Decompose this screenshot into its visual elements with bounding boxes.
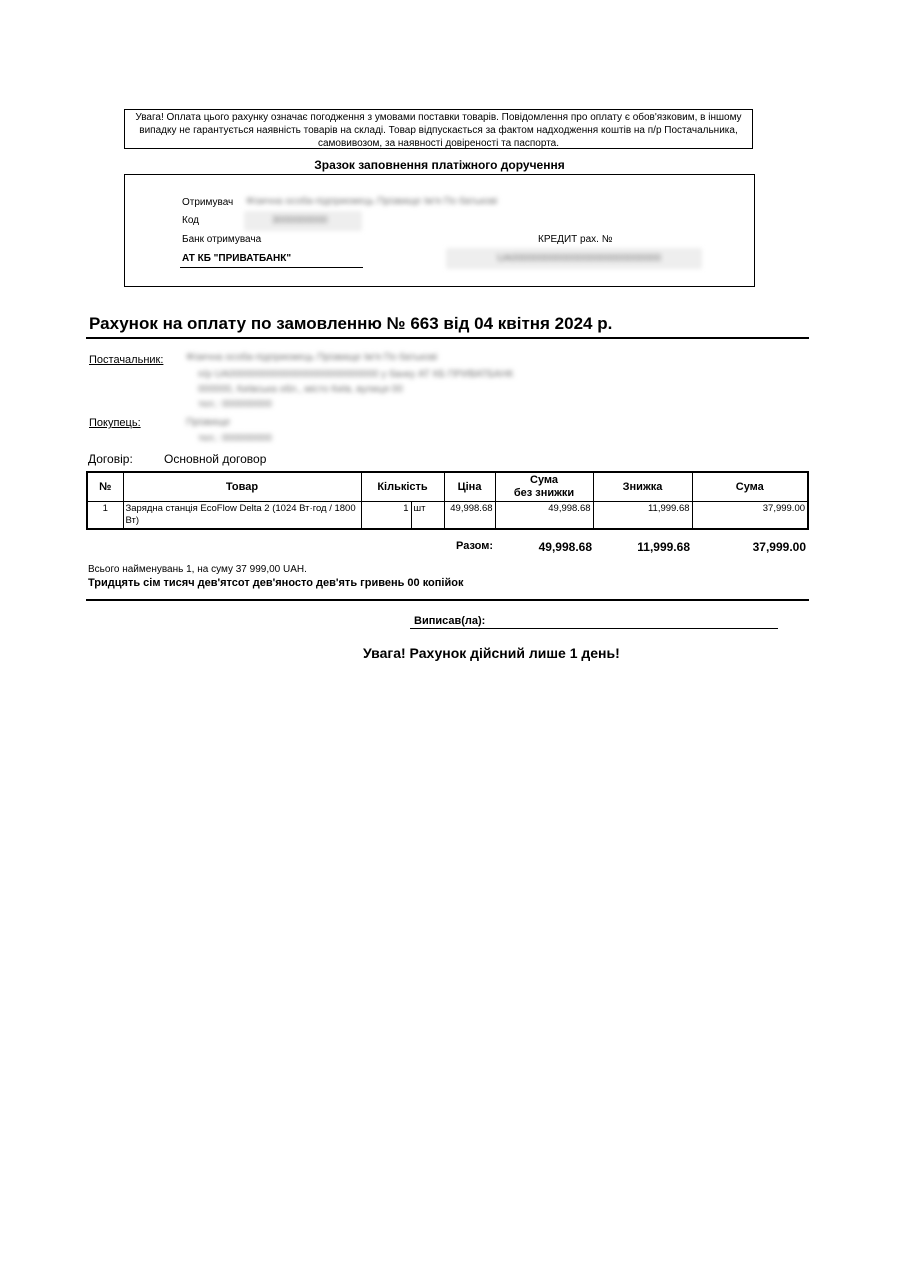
total-sum: 37,999.00 — [752, 540, 806, 554]
supplier-line-2: п/р UA000000000000000000000000000 у банку АТ КБ ПРИВАТБАНК — [198, 369, 514, 380]
payment-sample-title: Зразок заповнення платіжного доручення — [314, 158, 565, 172]
row-product-name: Зарядна станція EcoFlow Delta 2 (1024 Вт·год / 1800 Вт) — [123, 502, 361, 530]
header-sum-line-1: Сума — [530, 474, 559, 486]
bank-underline — [180, 267, 363, 268]
row-number: 1 — [87, 502, 123, 530]
header-sum: Сума — [692, 472, 808, 502]
sum-in-words: Тридцять сім тисяч дев'ятсот дев'яносто дев'ять гривень 00 копійок — [88, 577, 464, 589]
table-row — [87, 502, 808, 530]
header-product: Товар — [123, 472, 361, 502]
payment-sample-box — [124, 174, 755, 287]
validity-warning: Увага! Рахунок дійсний лише 1 день! — [363, 645, 620, 661]
header-sum-line-2: без знижки — [513, 487, 575, 499]
signature-line — [410, 628, 778, 629]
recipient-label: Отримувач — [182, 197, 234, 208]
invoice-title: Рахунок на оплату по замовленню № 663 від 04 квітня 2024 р. — [89, 314, 613, 333]
bank-name: АТ КБ "ПРИВАТБАНК" — [182, 253, 292, 264]
recipient-value: Фізична особа-підприємець Прізвище Ім'я По батькові — [246, 196, 498, 207]
bank-label: Банк отримувача — [182, 234, 262, 245]
row-sum-no-discount: 49,998.68 — [495, 502, 593, 530]
signature-label: Виписав(ла): — [414, 615, 486, 627]
payment-notice-text: Увага! Оплата цього рахунку означає погодження з умовами поставки товарів. Повідомлення про оплату є обов'язковим, в іншому випадку не гарантується наявність товарів на складі. Товар відпускається за фактом надходження коштів на п/р Постачальника, самовивозом, за наявності довіреності та паспорта. — [135, 112, 742, 149]
header-sum-no-discount — [495, 472, 593, 502]
credit-account-value: UA000000000000000000000000000 — [497, 253, 662, 264]
total-discount: 11,999.68 — [637, 540, 690, 554]
code-value: 3000000000 — [272, 215, 328, 226]
row-sum: 37,999.00 — [692, 502, 808, 530]
row-price: 49,998.68 — [444, 502, 495, 530]
contract-value: Основной договор — [164, 452, 267, 466]
header-quantity: Кількість — [361, 472, 444, 502]
header-discount: Знижка — [593, 472, 692, 502]
totals-label: Разом: — [456, 540, 494, 552]
summary-rule — [86, 599, 809, 601]
supplier-label: Постачальник: — [89, 354, 164, 366]
row-discount: 11,999.68 — [593, 502, 692, 530]
supplier-line-1: Фізична особа-підприємець Прізвище Ім'я По батькові — [186, 352, 438, 363]
buyer-line-1: Прізвище — [186, 417, 231, 428]
title-rule — [86, 337, 809, 339]
header-price: Ціна — [444, 472, 495, 502]
total-sum-no-discount: 49,998.68 — [538, 540, 592, 554]
items-count-summary: Всього найменувань 1, на суму 37 999,00 UAH. — [88, 564, 307, 575]
supplier-line-4: тел.: 000000000 — [198, 399, 272, 410]
header-number: № — [87, 472, 123, 502]
buyer-line-2: тел.: 000000000 — [198, 433, 272, 444]
contract-label: Договір: — [88, 452, 133, 466]
items-table — [86, 471, 809, 530]
table-header-row — [87, 472, 808, 502]
row-quantity: 1 — [361, 502, 411, 530]
code-label: Код — [182, 215, 200, 226]
credit-account-label: КРЕДИТ рах. № — [538, 234, 613, 245]
payment-notice — [124, 109, 753, 149]
supplier-line-3: 000000, Київська обл., місто Київ, вулиця 00 — [198, 384, 403, 395]
row-unit: шт — [411, 502, 444, 530]
buyer-label: Покупець: — [89, 417, 141, 429]
